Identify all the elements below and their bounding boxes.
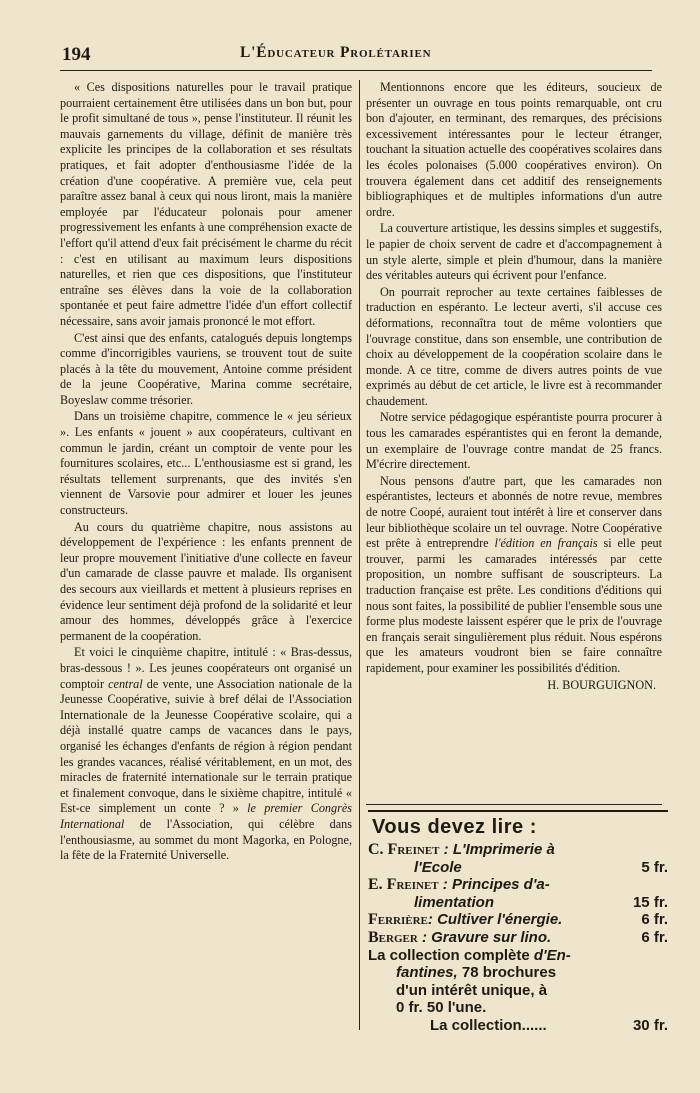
- reading-list-item: [368, 876, 668, 894]
- paragraph: Notre service pédagogique espérantiste pourra procurer à tous les camarades espérantistes qui en feront la demande, un exemplaire de l'ouvrage contre mandat de 25 francs. M'écrire directement.: [366, 410, 662, 472]
- paragraph: « Ces dispositions naturelles pour le travail pratique pourraient certainement être utilisées dans un bon but, pour le profit simultané de tous », pense l'instituteur. Il réunit les mauvais garnements du village, définit de manière très explicite les principes de la collaboration et ses résultats pratiques, et fait adopter d'enthousiasme l'idée de la création d'une coopérative. A première vue, cela peut paraître assez banal à ceux qui nous liront, mais la manière employée par l'éducateur polonais pour amener progressivement les enfants à une compréhension exacte de l'effort qu'il attend d'eux fait précisément le charme du récit : c'est en utilisant au maximum leurs dispositions naturelles, et rien que ces dispositions, que l'instituteur entraîne ses élèves dans la voie de la collaboration spontanée et peut faire admettre l'idée d'un effort collectif nécessaire, sans avoir jamais prononcé le mot effort.: [60, 80, 352, 328]
- italic-run: l'édition en français: [494, 536, 598, 551]
- page-number: 194: [62, 44, 91, 65]
- paragraph: [60, 645, 352, 863]
- separator: :: [438, 876, 452, 894]
- italic-run: central: [108, 676, 143, 691]
- text-run: 0 fr. 50 l'une.: [396, 999, 487, 1017]
- paragraph: Dans un troisième chapitre, commence le « jeu sérieux ». Les enfants « jouent » aux coopérateurs, cultivant en commun le jardin, créant un comptoir de vente pour les fournitures scolaires, etc... L'enthousiasme est si grand, les résultats tellement surprenants, que des invités s'en viennent de Varsovie pour admirer et louer les jeunes constructeurs.: [60, 409, 352, 518]
- book-price: 15 fr.: [632, 893, 668, 911]
- paragraph: Mentionnons encore que les éditeurs, soucieux de présenter un ouvrage en tous points remarquable, ont cru bon d'ajouter, en terminant, des remarques, des précisions excessivement intéressantes pour le lecteur étranger, touchant la situation actuelle des coopératives scolaires dans les écoles polonaises (5.000 coopératives environ). On trouvera également dans cet additif des renseignements bibliographiques et de multiples informations d'un autre ordre.: [366, 80, 662, 219]
- reading-list-item: [368, 929, 668, 947]
- paragraph: La couverture artistique, les dessins simples et suggestifs, le papier de choix servent de cadre et d'accompagnement à un style alerte, simple et plein d'humour, dans la manière des véritables auteurs qui écrivent pour l'enfance.: [366, 221, 662, 283]
- text-run: de vente, une Association nationale de la Jeunesse Coopérative, suivie à bref délai de l'Association Internationale de la Jeunesse Coopérative scolaire, qui a déjà installé quatre camps de vacances dans le pays, organisé les échanges d'enfants de région à région pendant les grandes vacances, réalisé véritablement, en un mot, des miracles de fraternité internationale sur le terrain pratique et finalement convoque, dans le sixième chapitre, intitulé « Est-ce simplement un conte ? »: [60, 676, 352, 816]
- book-price: 6 fr.: [641, 911, 668, 929]
- reading-list-item: [368, 841, 668, 859]
- text-run: d'un intérêt unique, à: [396, 981, 548, 999]
- collection-price: 30 fr.: [632, 1016, 668, 1034]
- text-run: 78 brochures: [457, 964, 557, 982]
- italic-run: d'En-: [533, 946, 571, 964]
- author-signature: H. BOURGUIGNON.: [547, 677, 656, 692]
- book-title: Cultiver l'énergie.: [437, 911, 563, 929]
- text-run: Et voici le cinquième chapitre, intitulé : « Bras-dessus, bras-dessous ! ». Les jeunes coopérateurs ont organisé un comptoir: [60, 645, 352, 691]
- text-run: Nous pensons d'autre part, que les camarades non espérantistes, lecteurs et abonnés de notre revue, membres de notre Coopé, auraient tout intérêt à lire et conserver dans leur bibliothèque scolaire un tel ouvrage. Notre Coopérative est prête à entreprendre: [366, 473, 662, 551]
- paragraph: [366, 474, 662, 677]
- book-title: Principes d'a-: [451, 876, 550, 894]
- book-author: Ferrière: [368, 911, 428, 929]
- separator: :: [417, 928, 432, 946]
- reading-list-item-cont: [368, 859, 668, 877]
- paragraph: Au cours du quatrième chapitre, nous assistons au développement de l'expérience : les enfants prennent de leur propre mouvement l'initiative d'une collecte en faveur d'un camarade de classe pauvre et malade. Ils organisent des secours aux vieillards et mettent à plusieurs reprises en évidence leur sentiment déjà profond de la solidarité et leur amour des hommes, développés grâce à l'exercice permanent de la coopération.: [60, 519, 352, 643]
- column-divider: [359, 80, 360, 1030]
- page-header: [60, 40, 652, 71]
- text-run: si elle peut trouver, parmi les camarades intéressés par cette proposition, un nombre suffisant de souscripteurs. La traduction française est prête. Les conditions d'éditions qui nous sont faites, la possibilité de publier l'ensemble sous une forme plus modeste laissent espérer que le prix de l'ouvrage en français serait singulièrement plus réduit. Nous espérons que les amateurs voudront bien se faire connaître rapidement, pour examiner les possibilités d'édition.: [366, 536, 663, 675]
- book-author: E. Freinet: [368, 876, 439, 894]
- paragraph: C'est ainsi que des enfants, catalogués depuis longtemps comme d'incorrigibles vauriens, se trouvent tout de suite placés à la tête du mouvement, Antoine comme président de la jeune Coopérative, Marina comme secrétaire, Boyeslaw comme trésorier.: [60, 330, 352, 407]
- reading-list-item: [368, 911, 668, 929]
- book-price: 5 fr.: [641, 858, 668, 876]
- text-run: La collection complète: [368, 946, 534, 964]
- collection-offer: [368, 947, 668, 1035]
- paragraph: On pourrait reprocher au texte certaines faiblesses de traduction en espéranto. Le lecteur averti, s'il accuse ces déformations, reconnaîtra tout de même volontiers que l'ouvrage constitue, dans son ensemble, une contribution de choix au développement de la coopération scolaire dans le monde. A ce titre, comme de divers autres points de vue exprimés au début de cet article, le livre est à recommander chaudement.: [366, 284, 662, 408]
- reading-list-title: Vous devez lire :: [372, 816, 537, 838]
- reading-list-item-cont: [368, 894, 668, 912]
- book-author: Berger: [368, 928, 418, 946]
- book-price: 6 fr.: [641, 928, 668, 946]
- separator: :: [439, 841, 453, 858]
- book-title: Gravure sur lino.: [431, 928, 552, 946]
- book-title: limentation: [414, 893, 495, 911]
- journal-title: L'Éducateur Prolétarien: [240, 44, 432, 61]
- text-run: La collection......: [430, 1016, 547, 1034]
- text-run: de l'Association, qui célèbre dans l'enthousiasme, au sommet du mont Magorka, en Pologne, la fête de la Fraternité Universelle.: [60, 816, 352, 863]
- book-title: L'Imprimerie à: [452, 841, 555, 858]
- italic-run: le premier Congrès International: [60, 801, 352, 831]
- right-column: [366, 80, 662, 693]
- book-title: l'Ecole: [414, 858, 462, 876]
- left-column: [60, 80, 352, 865]
- separator: :: [427, 911, 438, 929]
- reading-list-box: [368, 810, 668, 1035]
- signature-rule: [366, 804, 662, 805]
- book-author: C. Freinet: [368, 841, 440, 858]
- italic-run: fantines,: [396, 964, 458, 982]
